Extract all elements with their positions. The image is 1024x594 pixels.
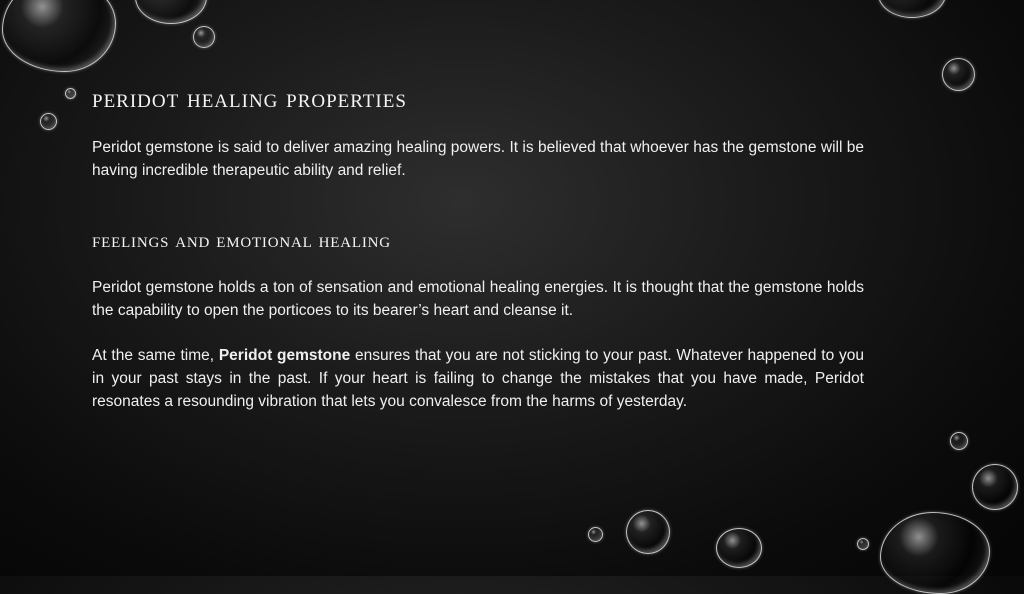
water-droplet bbox=[716, 528, 762, 568]
water-droplet bbox=[193, 26, 215, 48]
slide-content bbox=[92, 80, 864, 410]
intro-paragraph: Peridot gemstone is said to deliver amazing healing powers. It is believed that whoever has the gemstone will be having incredible therapeutic ability and relief. bbox=[92, 139, 864, 179]
section-heading: feelings and emotional healing bbox=[92, 228, 391, 252]
past-paragraph bbox=[92, 344, 864, 413]
water-droplet bbox=[942, 58, 975, 91]
water-droplet bbox=[878, 0, 946, 18]
water-droplet bbox=[972, 464, 1018, 510]
slide-title: peridot healing properties bbox=[92, 83, 407, 113]
emotional-healing-paragraph: Peridot gemstone holds a ton of sensation and emotional healing energies. It is thought that the gemstone holds the capability to open the porticoes to its bearer’s heart and cleanse it. bbox=[92, 279, 864, 319]
water-droplet bbox=[2, 0, 116, 72]
section-heading-wrapper bbox=[92, 226, 391, 254]
water-droplet bbox=[880, 512, 990, 594]
water-droplet bbox=[135, 0, 207, 24]
past-paragraph-suffix: ensures that you are not sticking to your past. Whatever happened to you in your past stays in the past. If your heart is failing to change the mistakes that you have made, Peridot resonates a resounding vibration that lets you convalesce from the harms of yesterday. bbox=[92, 347, 864, 410]
past-paragraph-prefix: At the same time, bbox=[92, 347, 219, 364]
water-droplet bbox=[626, 510, 670, 554]
water-droplet bbox=[950, 432, 968, 450]
water-droplet bbox=[40, 113, 57, 130]
peridot-gemstone-emphasis: Peridot gemstone bbox=[218, 347, 351, 364]
water-droplet bbox=[857, 538, 869, 550]
water-droplet bbox=[65, 88, 76, 99]
water-droplet bbox=[588, 527, 603, 542]
